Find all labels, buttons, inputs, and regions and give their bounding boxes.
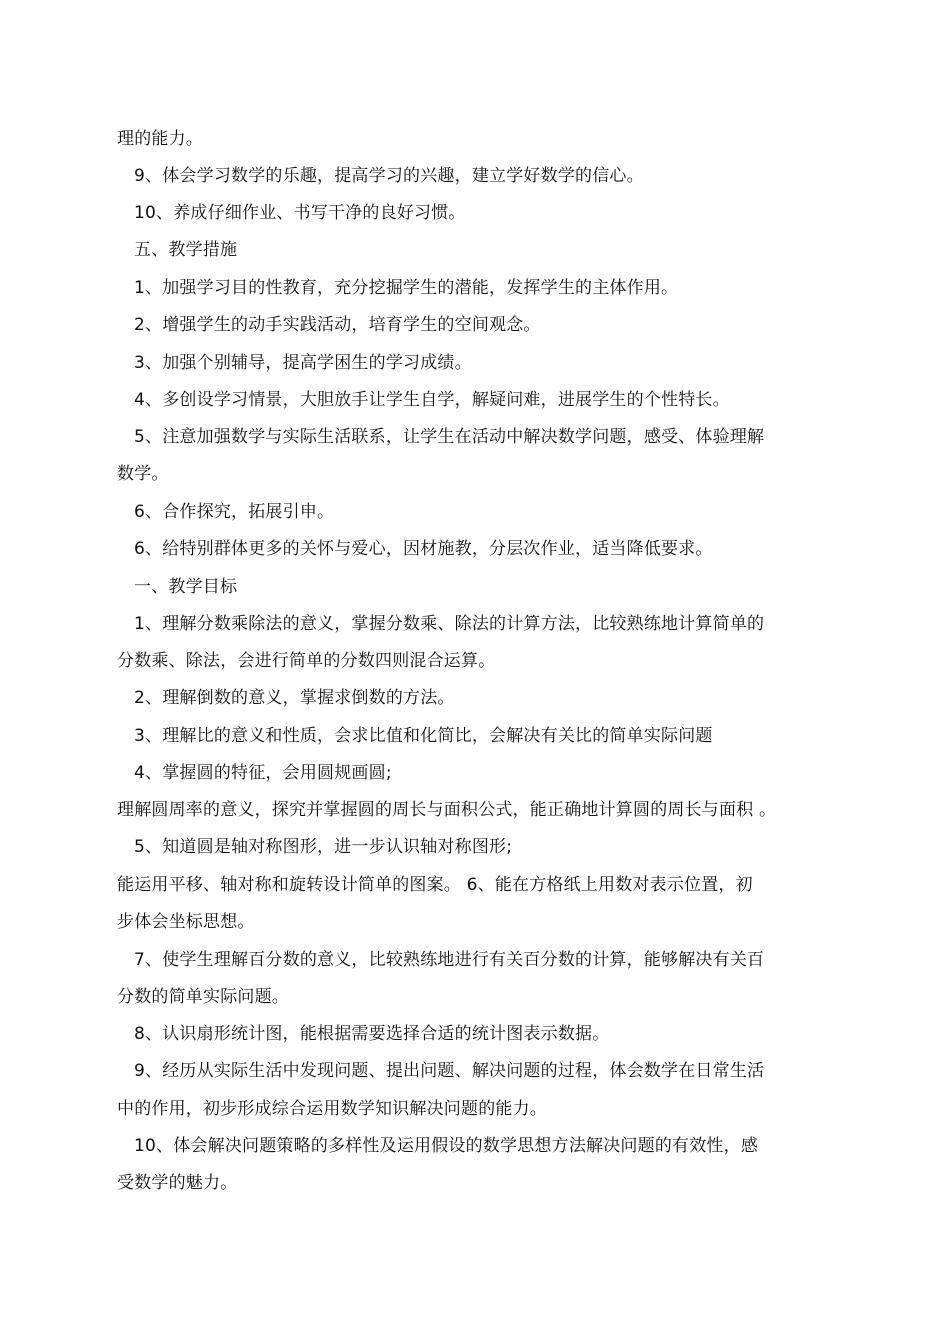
text-line: 10、体会解决问题策略的多样性及运用假设的数学思想方法解决问题的有效性，感 xyxy=(134,1136,759,1156)
text-line: 分数乘、除法，会进行简单的分数四则混合运算。 xyxy=(117,651,496,671)
text-line: 2、增强学生的动手实践活动，培育学生的空间观念。 xyxy=(134,315,541,335)
text-line: 理的能力。 xyxy=(117,129,203,149)
text-line: 3、加强个别辅导，提高学困生的学习成绩。 xyxy=(134,353,472,373)
text-line: 8、认识扇形统计图，能根据需要选择合适的统计图表示数据。 xyxy=(134,1024,610,1044)
text-line: 受数学的魅力。 xyxy=(117,1173,238,1193)
text-line: 4、多创设学习情景，大胆放手让学生自学，解疑问难，进展学生的个性特长。 xyxy=(134,390,730,410)
section-heading: 一、教学目标 xyxy=(134,577,238,597)
text-line: 1、理解分数乘除法的意义，掌握分数乘、除法的计算方法，比较熟练地计算简单的 xyxy=(134,614,765,634)
text-line: 分数的简单实际问题。 xyxy=(117,987,289,1007)
text-line: 中的作用，初步形成综合运用数学知识解决问题的能力。 xyxy=(117,1099,547,1119)
text-line: 数学。 xyxy=(117,464,169,484)
text-line: 4、掌握圆的特征，会用圆规画圆; xyxy=(134,763,392,783)
text-line: 6、给特别群体更多的关怀与爱心，因材施教，分层次作业，适当降低要求。 xyxy=(134,539,713,559)
text-line: 5、知道圆是轴对称图形，进一步认识轴对称图形; xyxy=(134,837,513,857)
text-line: 7、使学生理解百分数的意义，比较熟练地进行有关百分数的计算，能够解决有关百 xyxy=(134,950,765,970)
text-line: 9、经历从实际生活中发现问题、提出问题、解决问题的过程，体会数学在日常生活 xyxy=(134,1061,765,1081)
text-line: 步体会坐标思想。 xyxy=(117,912,255,932)
section-heading: 五、教学措施 xyxy=(134,240,238,260)
text-line: 1、加强学习目的性教育，充分挖掘学生的潜能，发挥学生的主体作用。 xyxy=(134,278,679,298)
text-line: 2、理解倒数的意义，掌握求倒数的方法。 xyxy=(134,688,455,708)
text-line: 6、合作探究，拓展引申。 xyxy=(134,502,335,522)
text-line: 10、养成仔细作业、书写干净的良好习惯。 xyxy=(134,203,466,223)
text-line: 5、注意加强数学与实际生活联系，让学生在活动中解决数学问题，感受、体验理解 xyxy=(134,427,765,447)
text-line: 3、理解比的意义和性质，会求比值和化简比，会解决有关比的简单实际问题 xyxy=(134,726,713,746)
text-line: 能运用平移、轴对称和旋转设计简单的图案。 6、能在方格纸上用数对表示位置，初 xyxy=(117,875,753,895)
text-line: 9、体会学习数学的乐趣，提高学习的兴趣，建立学好数学的信心。 xyxy=(134,166,644,186)
text-line: 理解圆周率的意义，探究并掌握圆的周长与面积公式，能正确地计算圆的周长与面积 。 xyxy=(117,800,777,820)
